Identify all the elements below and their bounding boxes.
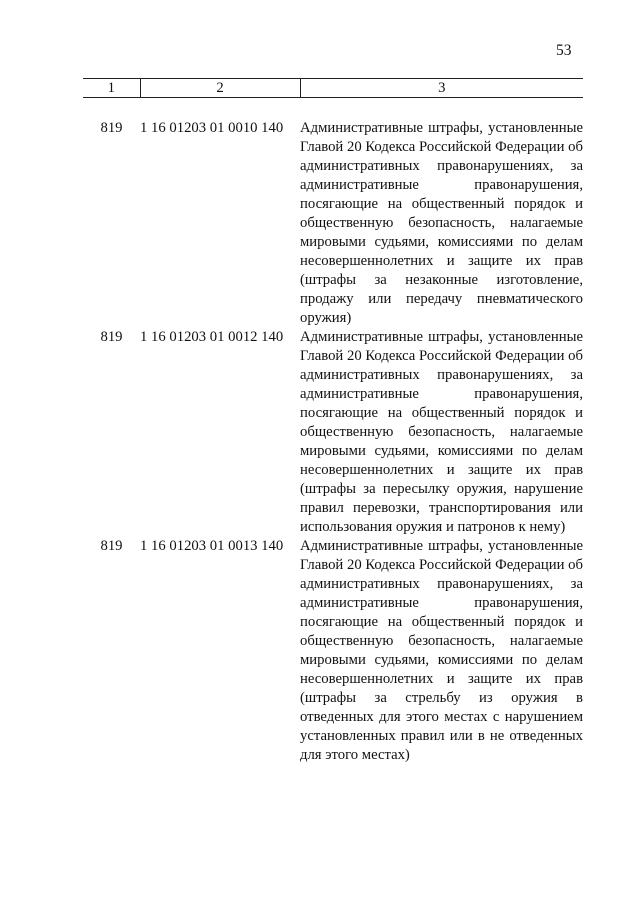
- table-header: [83, 79, 583, 98]
- column-header-2: 2: [140, 79, 300, 98]
- kbk-table: [83, 78, 583, 765]
- column-header-3: 3: [300, 79, 583, 98]
- table-row: [83, 537, 583, 765]
- description-cell: Административные штрафы, установленные Главой 20 Кодекса Российской Федерации об административных правонарушениях, за административные правонарушения, посягающие на общественный порядок и общественную безопасность, налагаемые мировыми судьями, комиссиями по делам несовершеннолетних и защите их прав (штрафы за пересылку оружия, нарушение правил перевозки, транспортирования или использования оружия и патронов к нему): [300, 329, 583, 535]
- table-row: [83, 98, 583, 329]
- kbk-code-cell: 1 16 01203 01 0013 140: [140, 538, 284, 554]
- kbk-code-cell: 1 16 01203 01 0012 140: [140, 329, 284, 345]
- admin-code-cell: 819: [100, 329, 123, 345]
- admin-code-cell: 819: [100, 538, 123, 554]
- admin-code-cell: 819: [100, 120, 123, 136]
- description-cell: Административные штрафы, установленные Главой 20 Кодекса Российской Федерации об административных правонарушениях, за административные правонарушения, посягающие на общественный порядок и общественную безопасность, налагаемые мировыми судьями, комиссиями по делам несовершеннолетних и защите их прав (штрафы за незаконные изготовление, продажу или передачу пневматического оружия): [300, 120, 583, 326]
- description-cell: Административные штрафы, установленные Главой 20 Кодекса Российской Федерации об административных правонарушениях, за административные правонарушения, посягающие на общественный порядок и общественную безопасность, налагаемые мировыми судьями, комиссиями по делам несовершеннолетних и защите их прав (штрафы за стрельбу из оружия в отведенных для этого местах с нарушением установленных правил или в не отведенных для этого местах): [300, 538, 583, 763]
- column-header-1: 1: [83, 79, 140, 98]
- kbk-code-cell: 1 16 01203 01 0010 140: [140, 120, 284, 136]
- table-row: [83, 328, 583, 537]
- page-number: 53: [556, 42, 572, 59]
